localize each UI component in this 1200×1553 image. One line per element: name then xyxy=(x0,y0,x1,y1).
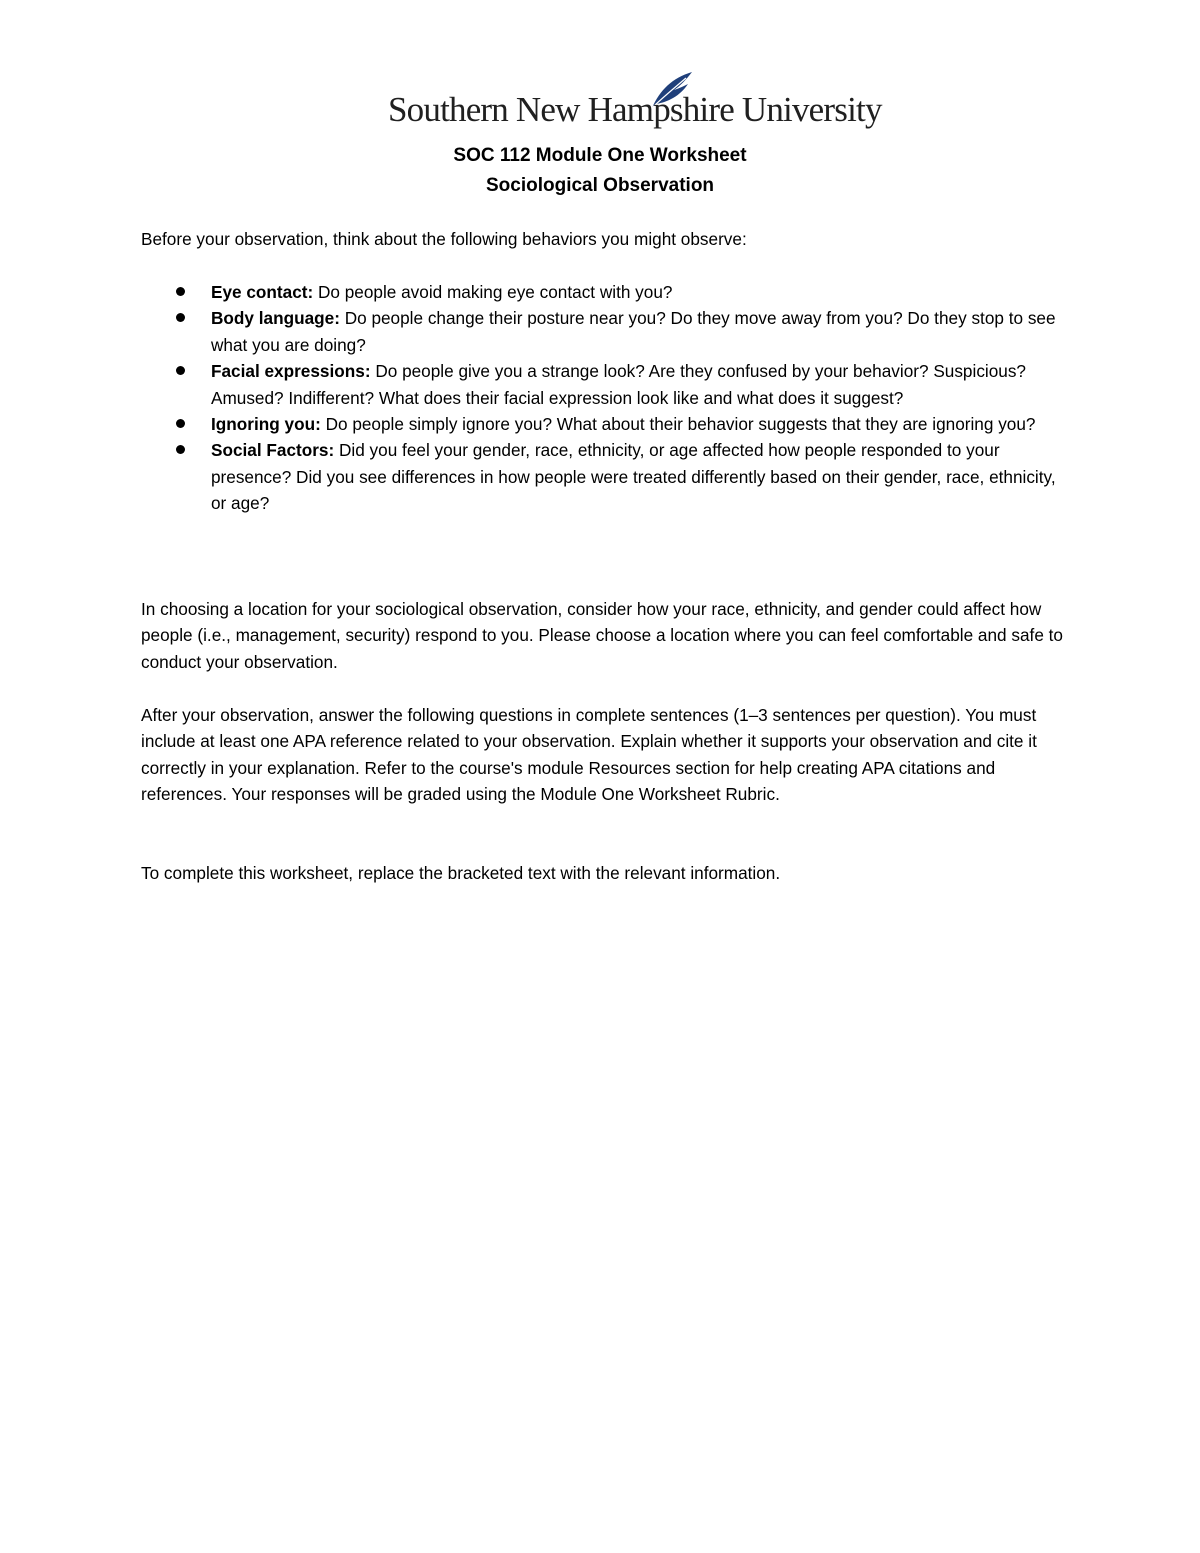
behavior-text: Do people simply ignore you? What about their behavior suggests that they are ignoring you? xyxy=(320,414,1036,435)
bullet-icon xyxy=(176,419,185,428)
instructions-paragraph: After your observation, answer the following questions in complete sentences (1–3 sentences per question). You must include at least one APA reference related to your observation. Explain whether it supports your observation and cite it correctly in your explanation. Refer to the course's module Resources section for help creating APA citations and references. Your responses will be graded using the Module One Worksheet Rubric. xyxy=(141,705,1037,805)
list-item xyxy=(141,411,1066,437)
behavior-term: Body language: xyxy=(211,308,340,329)
logo-wordmark: Southern New Hampshire University xyxy=(388,90,882,129)
intro-paragraph: Before your observation, think about the following behaviors you might observe: xyxy=(141,229,747,249)
behavior-text: Did you feel your gender, race, ethnicity, or age affected how people responded to your presence? Did you see differences in how people were treated differently based on their gender, race, ethnicity, or age? xyxy=(211,440,1056,514)
location-paragraph: In choosing a location for your sociological observation, consider how your race, ethnicity, and gender could affect how people (i.e., management, security) respond to you. Please choose a location where you can feel comfortable and safe to conduct your observation. xyxy=(141,599,1063,672)
list-item xyxy=(141,437,1066,516)
bullet-icon xyxy=(176,366,185,375)
behavior-term: Social Factors: xyxy=(211,440,335,461)
completion-paragraph: To complete this worksheet, replace the bracketed text with the relevant information. xyxy=(141,863,781,883)
bullet-icon xyxy=(176,287,185,296)
bullet-icon xyxy=(176,445,185,454)
behavior-list xyxy=(141,279,1066,517)
list-item xyxy=(141,279,1066,305)
behavior-text: Do people avoid making eye contact with you? xyxy=(313,282,673,302)
behavior-text: Do people give you a strange look? Are they confused by your behavior? Suspicious? Amused? Indifferent? What does their facial expression look like and what does it suggest? xyxy=(211,361,1026,408)
behavior-term: Ignoring you: xyxy=(211,414,321,435)
worksheet-subtitle: Sociological Observation xyxy=(485,175,715,196)
worksheet-title: SOC 112 Module One Worksheet xyxy=(453,145,747,166)
list-item xyxy=(141,358,1066,411)
behavior-term: Facial expressions: xyxy=(211,361,371,382)
university-logo xyxy=(386,70,882,136)
list-item xyxy=(141,305,1066,358)
bullet-icon xyxy=(176,313,185,322)
behavior-term: Eye contact: xyxy=(211,282,314,302)
behavior-text: Do people change their posture near you? Do they move away from you? Do they stop to see what you are doing? xyxy=(211,308,1056,355)
